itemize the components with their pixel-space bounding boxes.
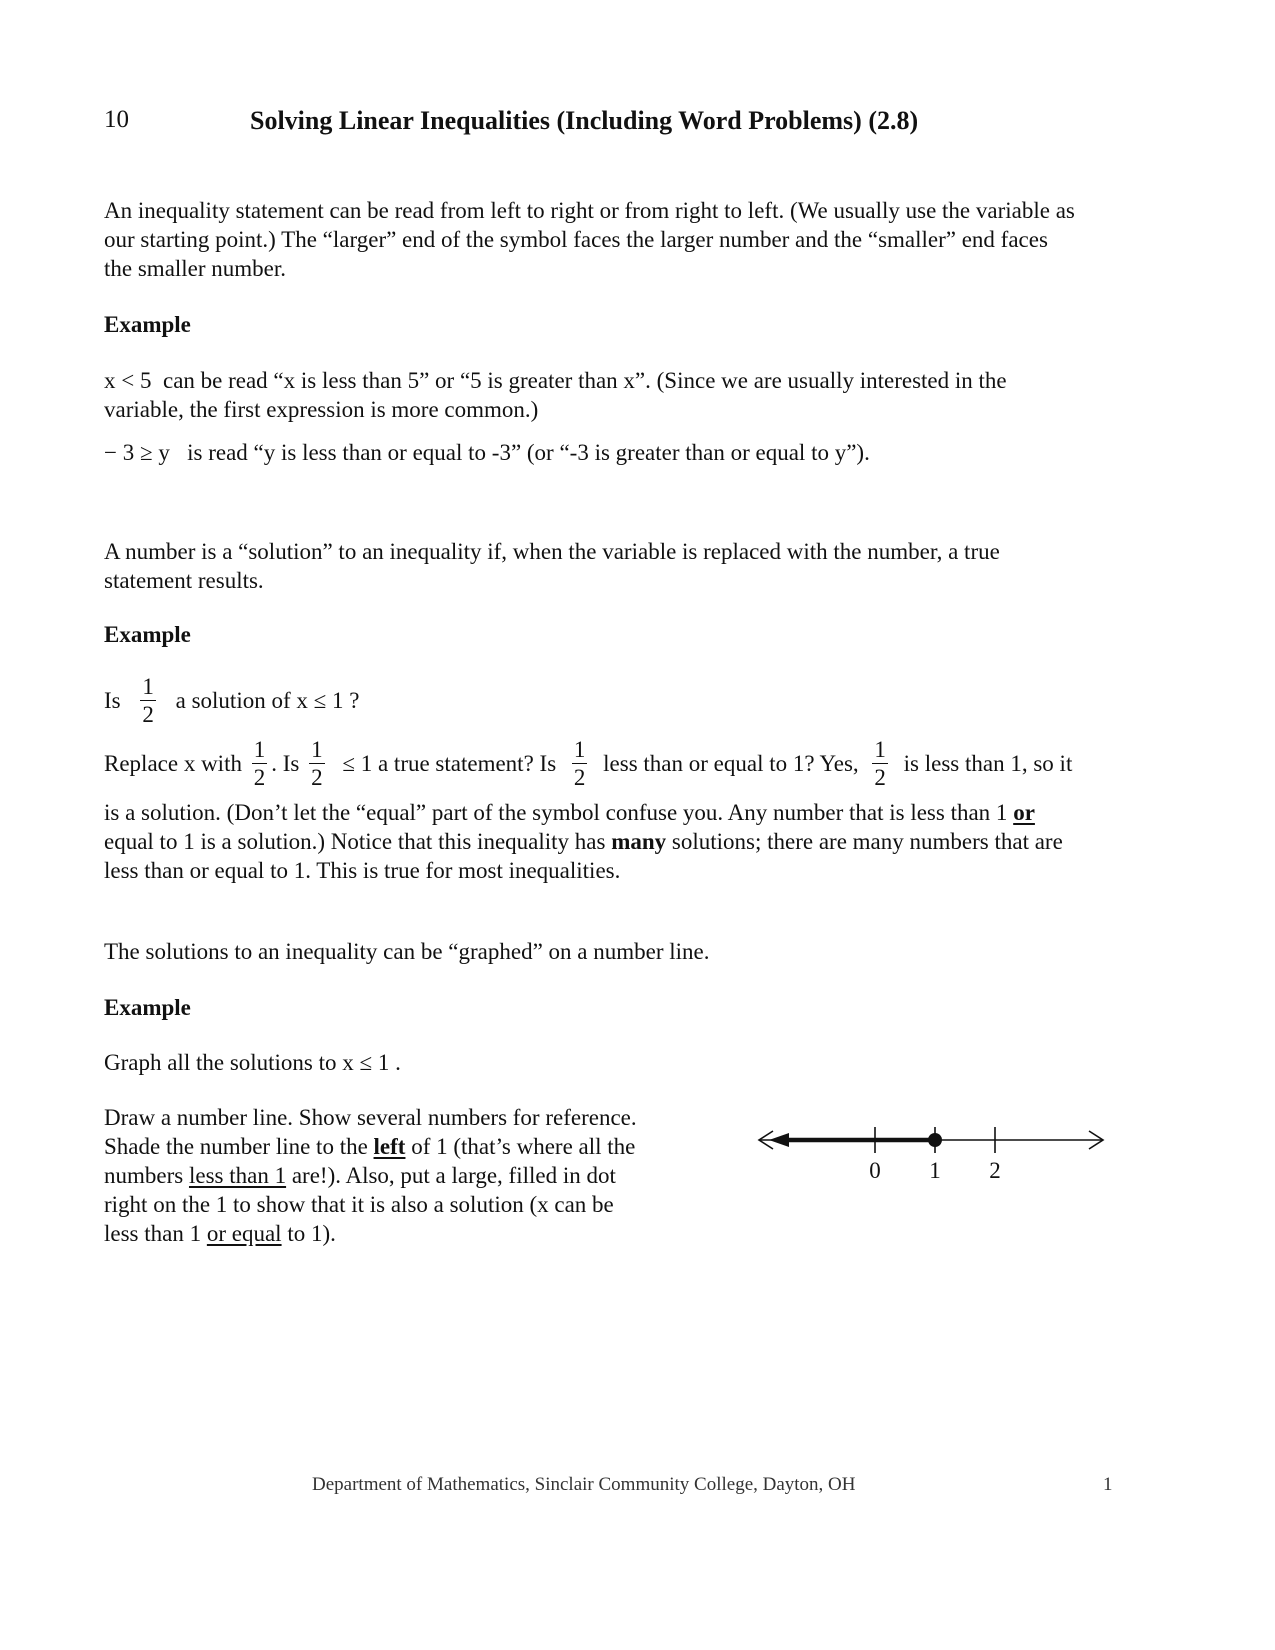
- replace-text: less than or equal to 1? Yes,: [603, 751, 859, 776]
- example2-explanation: [104, 798, 1063, 885]
- fraction-denominator: 2: [142, 702, 154, 727]
- explanation-line: less than or equal to 1. This is true for most inequalities.: [104, 858, 621, 883]
- directions-line: [104, 1161, 637, 1190]
- example1-line-text: can be read “x is less than 5” or “5 is greater than x”. (Since we are usually interested in the: [162, 368, 1007, 393]
- fraction-denominator: 2: [311, 765, 323, 790]
- directions-text: Shade the number line to the: [104, 1134, 368, 1159]
- fraction-numerator: 1: [311, 737, 323, 762]
- directions-text: less than 1: [104, 1221, 202, 1246]
- footer-source: Department of Mathematics, Sinclair Community College, Dayton, OH: [312, 1474, 856, 1495]
- page-title: Solving Linear Inequalities (Including Word Problems) (2.8): [250, 106, 919, 135]
- intro-line: the smaller number.: [104, 256, 287, 281]
- graph-intro: The solutions to an inequality can be “graphed” on a number line.: [104, 939, 710, 964]
- number-line-graph: [755, 1125, 1115, 1195]
- fraction-denominator: 2: [573, 765, 586, 790]
- example-heading: Example: [104, 622, 191, 647]
- explanation-line: [104, 798, 1063, 827]
- fraction-numerator: 1: [253, 737, 266, 762]
- fraction-numerator: 1: [142, 674, 154, 699]
- example1-second-text: is read “y is less than or equal to -3” (or “-3 is greater than or equal to y”).: [187, 440, 870, 465]
- example1-second: [104, 438, 870, 467]
- emphasis-many: many: [611, 829, 667, 854]
- intro-paragraph: [104, 196, 1075, 283]
- fraction-one-half: [572, 736, 588, 791]
- intro-line: An inequality statement can be read from left to right or from right to left. (We usually use the variable as: [104, 198, 1075, 223]
- replace-text: ≤ 1 a true statement? Is: [342, 751, 557, 776]
- emphasis-or: or: [1013, 800, 1035, 825]
- fraction-numerator: 1: [573, 737, 586, 762]
- directions-line: right on the 1 to show that it is also a solution (x can be: [104, 1192, 614, 1217]
- directions-text: of 1 (that’s where all the: [411, 1134, 636, 1159]
- example-heading: Example: [104, 312, 191, 337]
- fraction-one-half: [140, 673, 156, 728]
- directions-text: numbers: [104, 1163, 184, 1188]
- replace-text: . Is: [271, 751, 300, 776]
- question-rest: a solution of x ≤ 1 ?: [175, 688, 360, 713]
- emphasis-less-than-1: less than 1: [188, 1163, 287, 1188]
- directions-text: to 1).: [287, 1221, 336, 1246]
- replace-text: Replace x with: [104, 751, 242, 776]
- example1-line: variable, the first expression is more common.): [104, 397, 539, 422]
- shaded-arrowhead: [769, 1133, 789, 1147]
- example3-directions: [104, 1103, 637, 1248]
- fraction-denominator: 2: [253, 765, 266, 790]
- fraction-denominator: 2: [874, 765, 886, 790]
- example-heading: Example: [104, 995, 191, 1020]
- fraction-numerator: 1: [874, 737, 886, 762]
- replace-text: is less than 1, so it: [903, 751, 1073, 776]
- question-is: Is: [104, 688, 121, 713]
- tick-label-2: 2: [989, 1158, 1001, 1183]
- intro-line: our starting point.) The “larger” end of the symbol faces the larger number and the “smaller” end faces: [104, 227, 1048, 252]
- fraction-one-half: [252, 736, 268, 791]
- explanation-line: [104, 827, 1063, 856]
- example1-line: [104, 366, 1007, 395]
- directions-line: [104, 1219, 637, 1248]
- explanation-text: is a solution. (Don’t let the “equal” part of the symbol confuse you. Any number that is less than 1: [104, 800, 1008, 825]
- example2-replace-line: [104, 736, 1072, 791]
- directions-text: are!). Also, put a large, filled in dot: [291, 1163, 616, 1188]
- example1-text: [104, 366, 1007, 424]
- tick-label-0: 0: [869, 1158, 881, 1183]
- explanation-text: equal to 1 is a solution.) Notice that this inequality has: [104, 829, 606, 854]
- inequality-expression: − 3 ≥ y: [104, 440, 170, 465]
- emphasis-or-equal: or equal: [206, 1221, 282, 1246]
- fraction-one-half: [309, 736, 325, 791]
- emphasis-left: left: [373, 1134, 406, 1159]
- directions-line: Draw a number line. Show several numbers for reference.: [104, 1105, 637, 1130]
- page-number: 1: [1103, 1474, 1113, 1495]
- example2-question: [104, 673, 359, 728]
- solution-definition: [104, 537, 1000, 595]
- inequality-expression: x < 5: [104, 368, 152, 393]
- filled-dot: [928, 1133, 942, 1147]
- tick-label-1: 1: [929, 1158, 941, 1183]
- section-number: 10: [104, 106, 129, 133]
- explanation-text: solutions; there are many numbers that are: [671, 829, 1063, 854]
- example3-prompt: Graph all the solutions to x ≤ 1 .: [104, 1050, 401, 1075]
- definition-line: A number is a “solution” to an inequality if, when the variable is replaced with the number, a true: [104, 539, 1000, 564]
- fraction-one-half: [872, 736, 888, 791]
- definition-line: statement results.: [104, 568, 264, 593]
- directions-line: [104, 1132, 637, 1161]
